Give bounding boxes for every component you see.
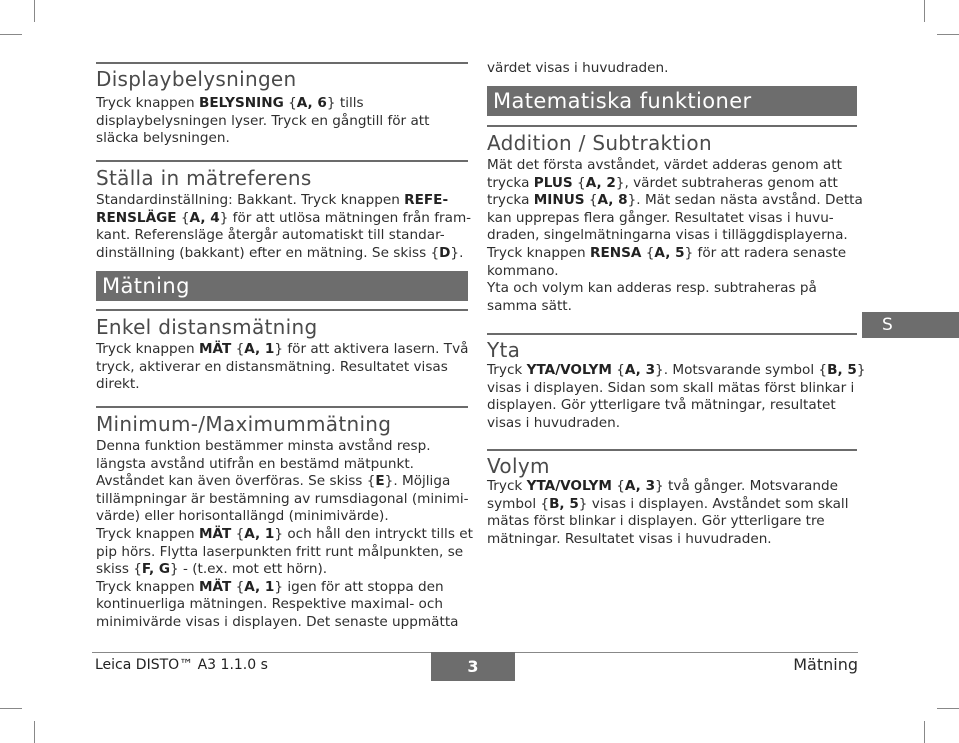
text-line: kontinuerliga mätningen. Respektive maximal- och <box>96 596 443 613</box>
crop-mark <box>937 34 959 35</box>
section-rule <box>96 309 468 311</box>
text-line: Standardinställning: Bakkant. Tryck knappen REFE- <box>96 192 449 208</box>
section-rule <box>96 62 468 64</box>
paragraph-minmax <box>96 438 473 632</box>
crop-mark <box>924 721 925 743</box>
heading-matreferens: Ställa in mätreferens <box>96 166 312 190</box>
text-line: trycka PLUS {A, 2}, värdet subtraheras genom att <box>487 174 838 191</box>
text-line: Tryck YTA/VOLYM {A, 3} två gånger. Motsvarande <box>487 478 838 494</box>
crop-mark <box>924 0 925 22</box>
section-bar-matematiska-funktioner: Matematiska funktioner <box>487 86 857 116</box>
paragraph-continuation: värdet visas i huvudraden. <box>487 60 669 76</box>
heading-displaybelysning: Displaybelysningen <box>96 67 297 91</box>
text-line: displaybelysningen lyser. Tryck en gångtill för att <box>96 112 430 129</box>
text-line: Tryck YTA/VOLYM {A, 3}. Motsvarande symbol {B, 5} <box>487 362 866 378</box>
section-bar-matning: Mätning <box>96 271 468 301</box>
text-line: samma sätt. <box>487 297 572 314</box>
text-line: visas i displayen. Sidan som skall mätas först blinkar i <box>487 379 855 396</box>
footer-section-title: Mätning <box>793 655 858 674</box>
footer-product-version: Leica DISTO™ A3 1.1.0 s <box>95 657 268 673</box>
paragraph-addition-subtraktion <box>487 157 863 315</box>
crop-mark <box>34 0 35 22</box>
crop-mark <box>0 34 22 35</box>
paragraph-volym <box>487 478 849 548</box>
text-line: kan upprepas flera gånger. Resultatet visas i huvu- <box>487 209 834 226</box>
text-line: minimivärde visas i displayen. Det senaste uppmätta <box>96 613 459 630</box>
crop-mark <box>34 721 35 743</box>
text-line: mätningar. Resultatet visas i huvudraden. <box>487 530 772 547</box>
text-line: Tryck knappen BELYSNING {A, 6} tills <box>96 95 364 111</box>
paragraph-yta <box>487 362 865 432</box>
section-rule <box>96 160 468 162</box>
text-line: släcka belysningen. <box>96 130 230 147</box>
heading-volym: Volym <box>487 454 550 478</box>
text-line: kommano. <box>487 262 559 279</box>
paragraph-displaybelysning <box>96 95 429 148</box>
text-line: pip hörs. Flytta laserpunkten fritt runt målpunkten, se <box>96 543 464 560</box>
text-line: Avståndet kan även överföras. Se skiss {E}. Möjliga <box>96 473 451 490</box>
text-line: Tryck knappen MÄT {A, 1} för att aktivera lasern. Två <box>96 341 469 357</box>
text-line: Yta och volym kan adderas resp. subtraheras på <box>487 280 817 297</box>
heading-addition-subtraktion: Addition / Subtraktion <box>487 131 712 155</box>
text-line: Denna funktion bestämmer minsta avstånd resp. <box>96 438 431 454</box>
text-line: längsta avstånd utifrån en bestämd mätpunkt. <box>96 455 414 472</box>
text-line: visas i huvudraden. <box>487 414 621 431</box>
section-rule <box>487 333 857 335</box>
section-rule <box>487 449 857 451</box>
section-rule <box>487 125 857 127</box>
text-line: mätas först blinkar i displayen. Gör ytterligare tre <box>487 513 825 530</box>
text-line: Tryck knappen RENSA {A, 5} för att radera senaste <box>487 244 847 261</box>
text-line: Tryck knappen MÄT {A, 1} och håll den intryckt tills et <box>96 525 473 542</box>
text-line: Mät det första avståndet, värdet adderas genom att <box>487 157 842 173</box>
text-line: RENSLÄGE {A, 4} för att utlösa mätningen från fram- <box>96 209 472 226</box>
text-line: symbol {B, 5} visas i displayen. Avståndet som skall <box>487 495 849 512</box>
text-line: skiss {F, G} - (t.ex. mot ett hörn). <box>96 561 328 578</box>
text-line: värde) eller horisontallängd (minimivärde). <box>96 508 389 525</box>
crop-mark <box>0 708 22 709</box>
text-line: trycka MINUS {A, 8}. Mät sedan nästa avstånd. Detta <box>487 192 863 209</box>
text-line: tillämpningar är bestämning av rumsdiagonal (minimi- <box>96 490 469 507</box>
crop-mark <box>937 708 959 709</box>
paragraph-matreferens <box>96 192 471 262</box>
text-line: draden, singelmätningarna visas i tilläggdisplayerna. <box>487 227 848 244</box>
text-line: displayen. Gör ytterligare två mätningar, resultatet <box>487 397 836 414</box>
text-line: kant. Referensläge återgår automatiskt till standar- <box>96 227 445 244</box>
section-rule <box>96 406 468 408</box>
text-line: direkt. <box>96 376 140 393</box>
heading-minmax: Minimum-/Maximummätning <box>96 412 392 436</box>
page-number: 3 <box>431 652 515 681</box>
heading-enkel-distansmatning: Enkel distansmätning <box>96 315 318 339</box>
text-line: Tryck knappen MÄT {A, 1} igen för att stoppa den <box>96 578 444 595</box>
language-tab: S <box>862 312 959 338</box>
paragraph-enkel-distansmatning <box>96 341 468 394</box>
heading-yta: Yta <box>487 338 521 362</box>
text-line: tryck, aktiverar en distansmätning. Resultatet visas <box>96 358 448 375</box>
text-line: dinställning (bakkant) efter en mätning. Se skiss {D}. <box>96 244 464 261</box>
